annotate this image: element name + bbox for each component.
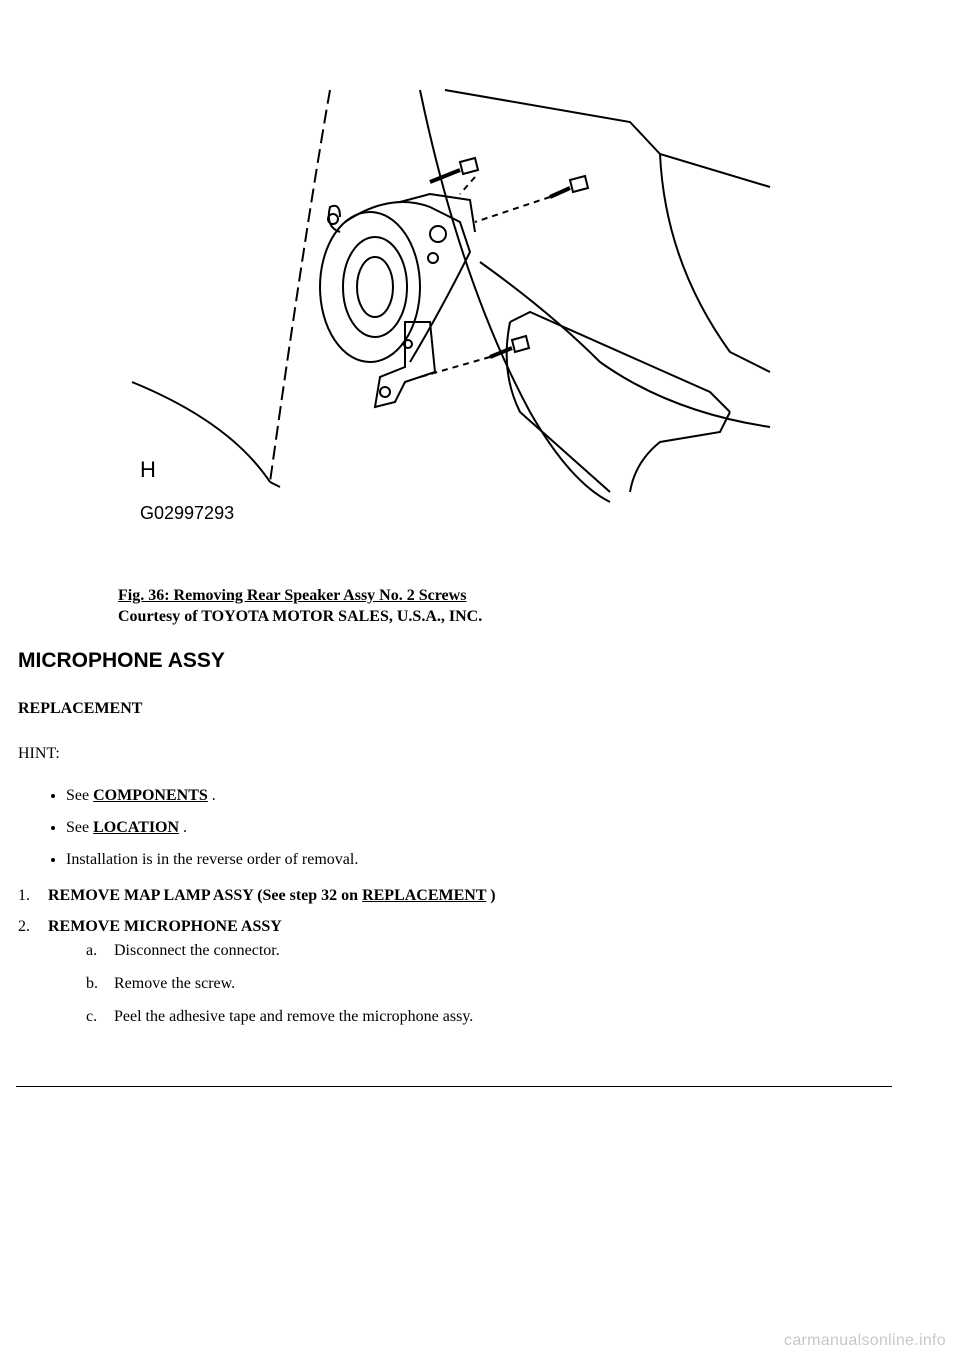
sub-heading: REPLACEMENT — [18, 700, 143, 717]
step-number: 2. — [18, 918, 30, 935]
figure-caption — [118, 585, 482, 627]
speaker-diagram-illustration — [130, 82, 780, 522]
list-item: b. Remove the screw. — [86, 975, 236, 992]
list-item: • See LOCATION . — [66, 818, 358, 850]
speaker-removal-figure — [130, 82, 780, 522]
replacement-link[interactable]: REPLACEMENT — [362, 887, 487, 904]
step-1: 1. REMOVE MAP LAMP ASSY (See step 32 on REPLACEMENT ) — [18, 887, 496, 904]
hint-bullet-list — [48, 786, 358, 882]
list-item: a. Disconnect the connector. — [86, 942, 280, 959]
hint-label: HINT: — [18, 745, 60, 762]
substep-list — [86, 941, 473, 1040]
list-item: c. Peel the adhesive tape and remove the microphone assy. — [86, 1008, 474, 1025]
step-2: 2. REMOVE MICROPHONE ASSY — [18, 918, 282, 935]
list-item: • Installation is in the reverse order of removal. — [66, 850, 358, 882]
figure-title-link[interactable]: Fig. 36: Removing Rear Speaker Assy No. 2 Screws — [118, 587, 467, 604]
figure-courtesy: Courtesy of TOYOTA MOTOR SALES, U.S.A., INC. — [118, 608, 483, 625]
figure-code: G02997293 — [140, 503, 235, 522]
section-heading: MICROPHONE ASSY — [18, 649, 225, 672]
horizontal-divider — [16, 1086, 892, 1087]
step-number: 1. — [18, 887, 30, 904]
list-item: • See COMPONENTS . — [66, 786, 358, 818]
location-link[interactable]: LOCATION — [93, 819, 180, 836]
view-label: H — [140, 457, 156, 482]
components-link[interactable]: COMPONENTS — [93, 787, 208, 804]
site-watermark: carmanualsonline.info — [784, 1332, 946, 1349]
